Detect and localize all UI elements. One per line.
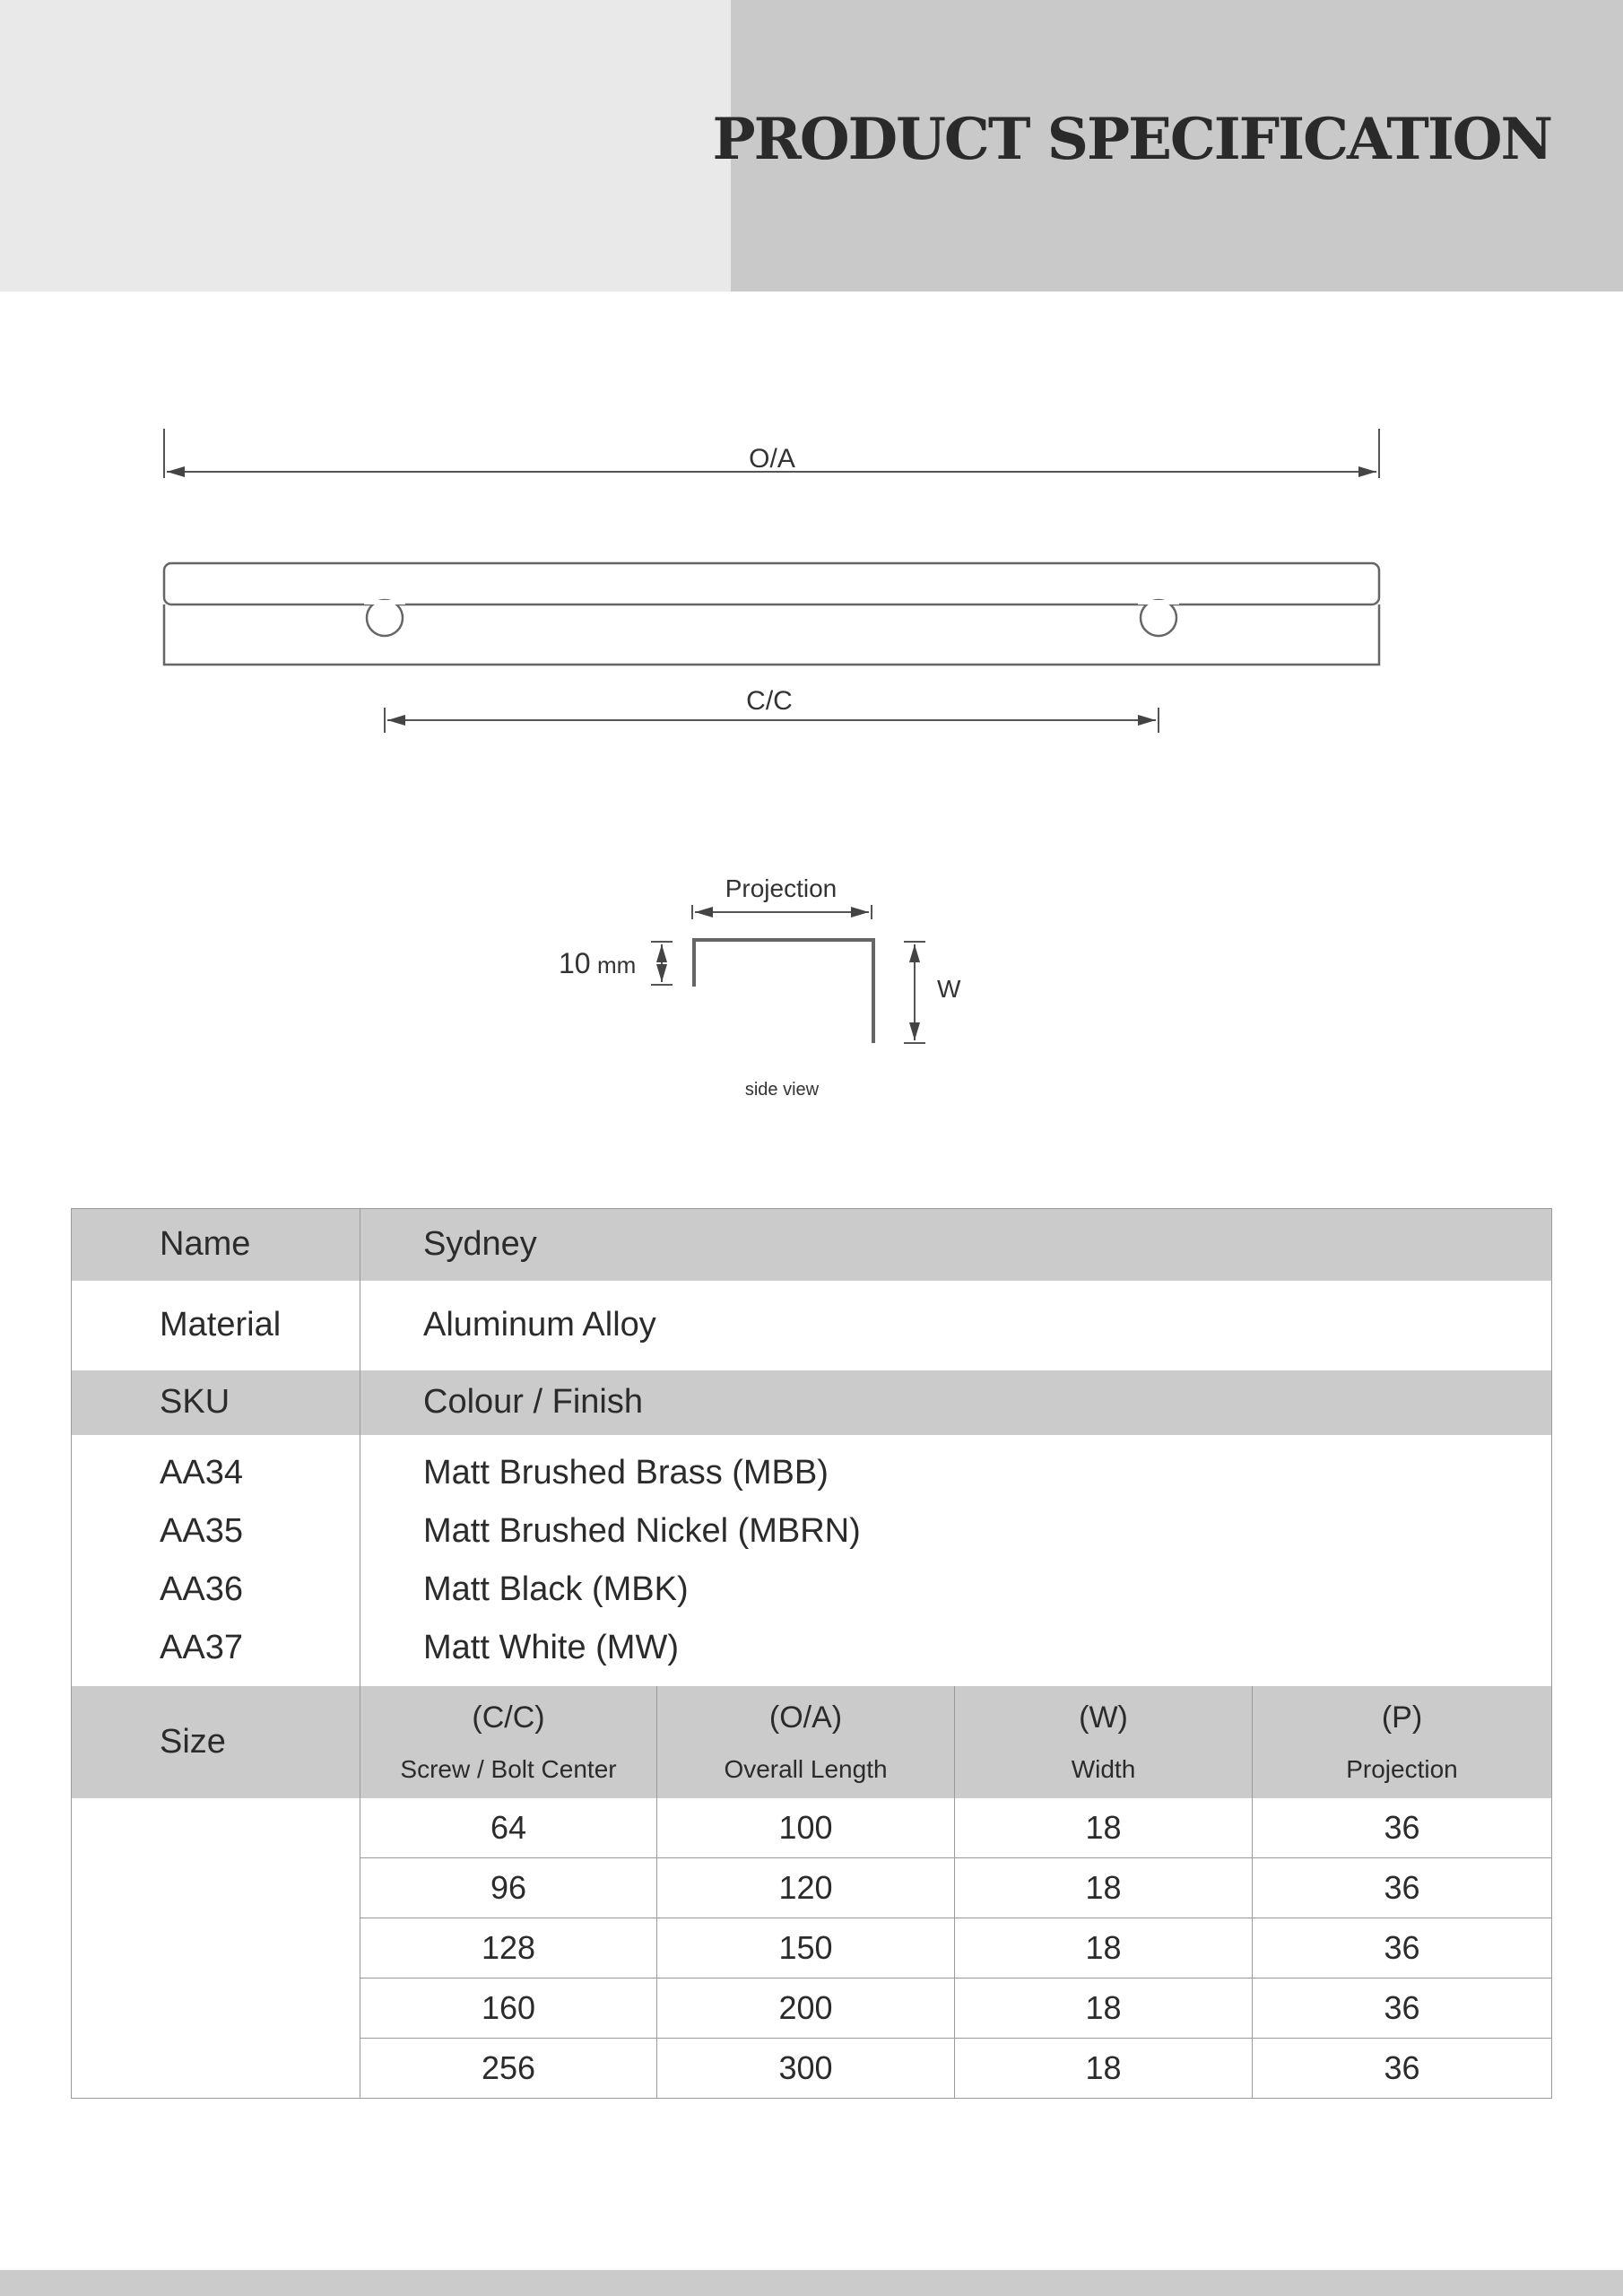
finish-item: Matt Brushed Nickel (MBRN) bbox=[423, 1511, 861, 1550]
size-cell: 36 bbox=[1253, 1978, 1552, 2038]
material-row bbox=[72, 1281, 1552, 1370]
sku-header-row bbox=[72, 1370, 1552, 1435]
size-col-oa bbox=[657, 1686, 955, 1798]
size-cell: 18 bbox=[955, 1918, 1253, 1978]
size-col-p bbox=[1253, 1686, 1552, 1798]
size-cell: 36 bbox=[1253, 1857, 1552, 1918]
size-col-symbol: (C/C) bbox=[472, 1700, 545, 1735]
variants-row bbox=[72, 1435, 1552, 1686]
finish-list bbox=[360, 1435, 1552, 1686]
footer-bar bbox=[0, 2270, 1623, 2296]
finish-label: Colour / Finish bbox=[360, 1370, 1552, 1435]
size-blank-cell bbox=[72, 1798, 360, 2099]
size-col-cc bbox=[360, 1686, 657, 1798]
side-view-label: side view bbox=[744, 1080, 820, 1100]
thickness-value: 10 bbox=[559, 947, 591, 979]
width-label: W bbox=[937, 975, 961, 1003]
size-cell: 256 bbox=[360, 2038, 657, 2098]
finish-item: Matt Brushed Brass (MBB) bbox=[423, 1453, 829, 1492]
size-cell: 18 bbox=[955, 1798, 1253, 1858]
thickness-unit: mm bbox=[597, 952, 637, 978]
size-col-symbol: (P) bbox=[1381, 1700, 1423, 1735]
size-cell: 36 bbox=[1253, 1918, 1552, 1978]
sku-item: AA37 bbox=[160, 1628, 243, 1666]
size-cell: 200 bbox=[657, 1978, 955, 2038]
sku-item: AA36 bbox=[160, 1570, 243, 1608]
spec-table bbox=[71, 1208, 1552, 2099]
screw-hole-right bbox=[1141, 600, 1176, 636]
sku-list bbox=[72, 1435, 360, 1686]
cc-label: C/C bbox=[746, 686, 793, 716]
size-cell: 18 bbox=[955, 2038, 1253, 2098]
size-cell: 64 bbox=[360, 1798, 657, 1858]
size-cell: 100 bbox=[657, 1798, 955, 1858]
name-row bbox=[72, 1209, 1552, 1281]
size-col-label: Projection bbox=[1346, 1754, 1458, 1783]
size-col-label: Screw / Bolt Center bbox=[400, 1754, 617, 1783]
projection-label: Projection bbox=[725, 874, 838, 902]
size-col-symbol: (O/A) bbox=[768, 1700, 843, 1735]
size-cell: 150 bbox=[657, 1918, 955, 1978]
name-label: Name bbox=[72, 1209, 360, 1281]
size-cell: 300 bbox=[657, 2038, 955, 2098]
size-label: Size bbox=[72, 1686, 360, 1798]
finish-item: Matt White (MW) bbox=[423, 1628, 679, 1666]
size-cell: 96 bbox=[360, 1857, 657, 1918]
name-value: Sydney bbox=[360, 1209, 1552, 1281]
size-cell: 18 bbox=[955, 1978, 1253, 2038]
sku-item: AA35 bbox=[160, 1511, 243, 1550]
size-cell: 160 bbox=[360, 1978, 657, 2038]
screw-hole-left bbox=[367, 600, 403, 636]
size-cell: 120 bbox=[657, 1857, 955, 1918]
overall-length-dimension bbox=[164, 429, 1379, 478]
size-col-label: Overall Length bbox=[724, 1754, 888, 1783]
size-header-row bbox=[72, 1686, 1552, 1798]
page-title: PRODUCT SPECIFICATION bbox=[712, 106, 1551, 173]
handle-front-view bbox=[164, 563, 1379, 665]
sku-item: AA34 bbox=[160, 1453, 243, 1492]
size-cell: 18 bbox=[955, 1857, 1253, 1918]
size-col-symbol: (W) bbox=[1079, 1700, 1128, 1735]
size-col-w bbox=[955, 1686, 1253, 1798]
center-to-center-dimension bbox=[385, 686, 1159, 733]
size-cell: 128 bbox=[360, 1918, 657, 1978]
oa-label: O/A bbox=[749, 444, 795, 474]
material-label: Material bbox=[72, 1281, 360, 1370]
side-view bbox=[559, 874, 961, 1100]
size-cell: 36 bbox=[1253, 2038, 1552, 2098]
size-row bbox=[72, 1798, 1552, 1858]
finish-item: Matt Black (MBK) bbox=[423, 1570, 689, 1608]
size-cell: 36 bbox=[1253, 1798, 1552, 1858]
sku-label: SKU bbox=[72, 1370, 360, 1435]
material-value: Aluminum Alloy bbox=[360, 1281, 1552, 1370]
size-col-label: Width bbox=[1071, 1754, 1136, 1783]
